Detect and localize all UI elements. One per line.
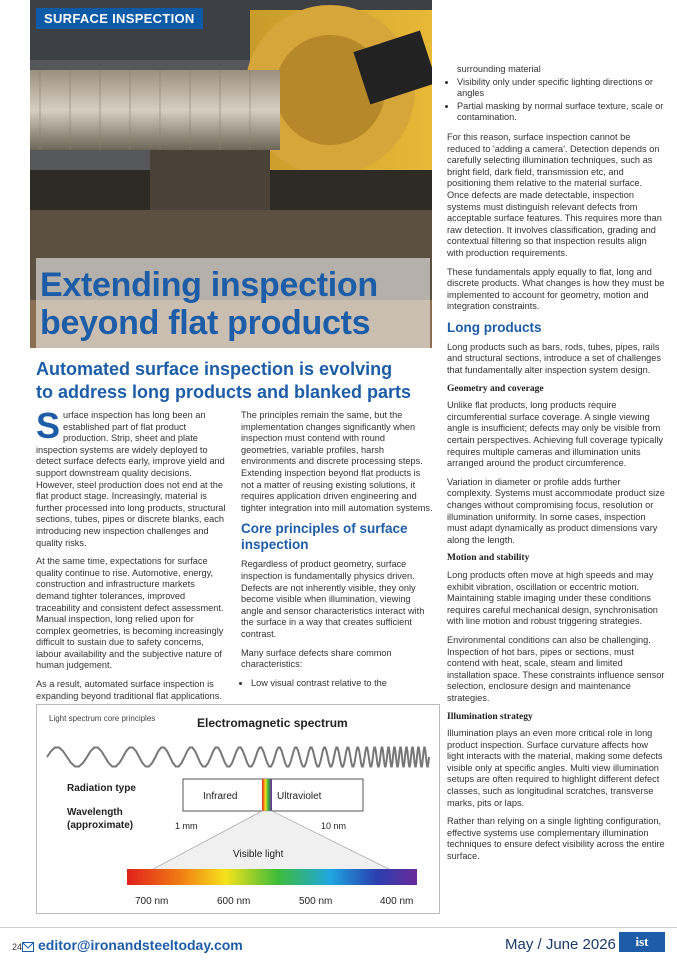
subheadline-line-1: Automated surface inspection is evolving [36,359,393,379]
headline-line-1: Extending inspection [40,266,378,304]
article-column-2 [241,410,433,695]
section-heading-core-principles: Core principles of surface inspection [241,521,408,553]
tick-700nm: 700 nm [135,896,169,907]
visible-spectrum-bar [127,869,417,885]
wavelength-label-line-1: Wavelength [67,807,123,818]
col1-paragraph-3: As a result, automated surface inspection is expanding beyond traditional flat applications. [36,679,222,701]
col2-paragraph-3: Many surface defects share common characteristics: [241,647,392,670]
section-badge: SURFACE INSPECTION [36,8,203,29]
figure-caption: Light spectrum core principles [49,714,156,723]
footer-divider [0,927,677,928]
visible-light-label: Visible light [233,849,284,860]
wavelength-label-line-2: (approximate) [67,820,134,831]
figure-title: Electromagnetic spectrum [197,716,348,730]
tick-400nm: 400 nm [380,896,414,907]
wavelength-1mm: 1 mm [175,821,198,831]
subheadline-line-2: to address long products and blanked parts [36,382,412,402]
radiation-type-label: Radiation type [67,783,136,794]
col3-paragraph-2: These fundamentals apply equally to flat, long and discrete products. What changes is how they must be implemented to account for geometry, motion and integration constraints. [447,266,665,312]
em-wave [47,748,429,767]
col3-paragraph-8: Illumination plays an even more critical role in long product inspection. Surface curvature affects how light interacts with the material, making some defects visible only at specific angles. Multi view illumination setups are often required to highlight different defect classes, such as longitudinal scratches, transverse marks, pits or laps. [447,728,663,808]
section-heading-long-products: Long products [447,319,542,335]
col3-paragraph-9: Rather than relying on a single lighting configuration, effective systems use complementary illumination techniques to ensure defect visibility across the entire surface. [447,816,665,862]
col2-paragraph-2: Regardless of product geometry, surface inspection is fundamentally physics driven. Defects are not inherently visible, they only become visible when illumination, viewing angle and sensor characteristics interact with the surface in a way that creates sufficient contrast. [241,559,425,639]
defect-characteristics-list [241,678,433,690]
publication-logo: ist [619,932,665,952]
tick-500nm: 500 nm [299,896,333,907]
list-continuation: surrounding material [457,64,541,74]
subheading-motion: Motion and stability [447,553,530,564]
headline-line-2: beyond flat products [40,304,371,342]
list-item: • Low visual contrast relative to the [251,678,433,690]
tick-600nm: 600 nm [217,896,251,907]
visible-band-slice [262,779,272,811]
article-column-1 [36,405,230,709]
col3-paragraph-6: Long products often move at high speeds and may exhibit vibration, oscillation or eccentric motion. Maintaining stable imaging under these conditions requires careful mechanical design, synchronisation with line motion and robust triggering strategies. [447,569,658,627]
col3-paragraph-1: For this reason, surface inspection cannot be reduced to 'adding a camera'. Detection depends on carefully selecting illumination techniques, such as bright field, dark field, transmission etc, and positioning them relative to the material surface. Once defects are made detectable, inspection systems must distinguish relevant defects from acceptable surface features. This requires more than raw detection. It involves classification, grading and contextual filtering so that inspection results align with production requirements. [447,131,662,258]
dropcap: S [36,405,61,446]
subheading-illumination: Illumination strategy [447,711,533,722]
col3-paragraph-3: Long products such as bars, rods, tubes, pipes, rails and structural sections, introduce a set of challenges that fundamentally alter inspection system design. [447,341,661,376]
list-item: • Visibility only under specific lighting directions or angles [457,77,665,100]
wavelength-10nm: 10 nm [321,821,347,831]
col3-paragraph-7: Environmental conditions can also be challenging. Inspection of hot bars, pipes or sections, must contend with heat, scale, steam and limited installation space. These constraints influence sensor selection, enclosure design and maintenance strategies. [447,634,665,703]
issue-date: May / June 2026 [505,936,616,953]
ultraviolet-label: Ultraviolet [277,791,322,802]
defect-characteristics-list-continued [447,77,665,124]
col3-paragraph-4: Unlike flat products, long products require circumferential surface coverage. A single viewing angle is insufficient; defects may only be visible from certain perspectives. Achieving full coverage typically requires multiple cameras and illumination units arranged around the product circumference. [447,400,664,469]
infrared-label: Infrared [203,791,238,802]
article-column-3 [447,64,665,870]
editor-email-link[interactable]: editor@ironandsteeltoday.com [38,937,243,953]
subheadline [36,358,436,404]
col1-paragraph-1: urface inspection has long been an established part of flat product production. Strip, sheet and plate inspection systems are widely deployed to detect surface defects early, improve yield and support downstream quality decisions. However, steel production does not end at the flat product stage. Increasingly, material is further processed into long products, structural sections, tubes, pipes or discrete blanks, each introducing new inspection challenges and quality risks. [36,410,226,548]
spectrum-diagram [37,705,439,913]
col1-paragraph-2: At the same time, expectations for surface quality continue to rise. Automotive, energy, construction and infrastructure markets demand tighter tolerances, improved traceability and consistent defect assessment. Manual inspection, long relied upon for complex geometries, is becoming increasingly difficult to sustain due to safety concerns, labour availability and the subjective nature of human judgement. [36,556,224,671]
subheading-geometry: Geometry and coverage [447,383,544,394]
headline [40,266,378,342]
col2-paragraph-1: The principles remain the same, but the implementation changes significantly when inspection must contend with round geometries, variable profiles, harsh environments and discrete processing steps. Extending inspection beyond flat products is not a matter of reusing existing solutions, it requires application driven engineering and tighter integration into mill automation systems. [241,410,433,513]
list-item: • Partial masking by normal surface texture, scale or contamination. [457,101,665,124]
envelope-icon [22,939,34,957]
page-number: 24 [12,942,23,952]
col3-paragraph-5: Variation in diameter or profile adds further complexity. Systems must accommodate product size changes without compromising focus, resolution or illumination uniformity. In some cases, inspection must adapt dynamically as product dimensions vary along the length. [447,476,665,545]
spectrum-figure [36,704,440,914]
